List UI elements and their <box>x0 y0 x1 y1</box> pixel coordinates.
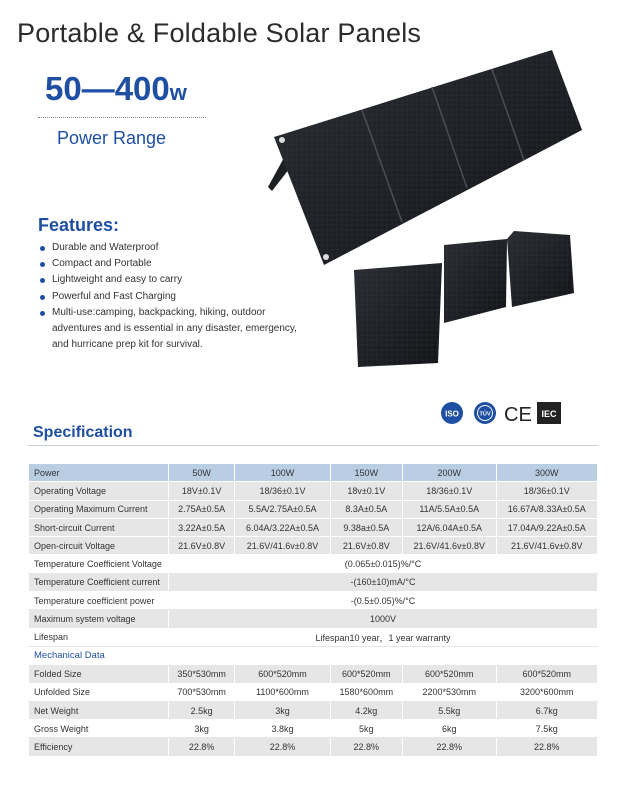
table-row <box>29 701 598 719</box>
feature-item: Powerful and Fast Charging <box>40 289 310 305</box>
table-row <box>29 610 598 628</box>
divider-dotted <box>38 117 206 118</box>
feature-item: Durable and Waterproof <box>40 240 310 256</box>
table-cell: 5.5kg <box>402 701 496 719</box>
row-label: Maximum system voltage <box>29 610 169 628</box>
power-number: 50—400 <box>45 70 170 107</box>
table-row <box>29 573 598 591</box>
table-cell: 350*530mm <box>169 665 235 683</box>
table-cell: 1580*600mm <box>330 683 402 701</box>
specification-title: Specification <box>33 424 133 441</box>
table-cell: 22.8% <box>330 738 402 756</box>
header-cell: 300W <box>496 464 597 482</box>
table-cell: 1100*600mm <box>235 683 330 701</box>
table-cell: 18/36±0.1V <box>235 482 330 500</box>
table-cell: 3200*600mm <box>496 683 597 701</box>
table-cell: 2200*530mm <box>402 683 496 701</box>
table-cell: 18V±0.1V <box>169 482 235 500</box>
table-cell: 9.38a±0.5A <box>330 518 402 536</box>
feature-item: Lightweight and easy to carry <box>40 272 310 288</box>
header-cell: 100W <box>235 464 330 482</box>
iec-icon <box>537 402 561 424</box>
table-cell: 1000V <box>169 610 598 628</box>
table-row <box>29 555 598 573</box>
table-cell: 16.67A/8.33A±0.5A <box>496 500 597 518</box>
table-cell: 18/36±0.1V <box>402 482 496 500</box>
table-cell: 21.6V/41.6v±0.8V <box>235 537 330 555</box>
mechanical-data-title: Mechanical Data <box>29 646 598 664</box>
mechanical-data-heading-row <box>29 646 598 664</box>
table-row <box>29 500 598 518</box>
table-cell: 17.04A/9.22A±0.5A <box>496 518 597 536</box>
table-cell: 11A/5.5A±0.5A <box>402 500 496 518</box>
power-range-label: Power Range <box>57 128 167 148</box>
iso-icon <box>441 402 463 424</box>
table-cell: 5kg <box>330 720 402 738</box>
table-cell: 21.6V±0.8V <box>330 537 402 555</box>
table-cell: 600*520mm <box>402 665 496 683</box>
table-cell: 22.8% <box>402 738 496 756</box>
table-cell: (0.065±0.015)%/°C <box>169 555 598 573</box>
iec-text: IEC <box>541 409 557 419</box>
power-value <box>45 70 187 108</box>
table-cell: -(0.5±0.05)%/°C <box>169 592 598 610</box>
iso-text: ISO <box>445 409 459 419</box>
row-label: Open-circuit Voltage <box>29 537 169 555</box>
table-cell: 700*530mm <box>169 683 235 701</box>
table-cell: 21.6V/41.6v±0.8V <box>496 537 597 555</box>
table-cell: -(160±10)mA/°C <box>169 573 598 591</box>
table-cell: 600*520mm <box>496 665 597 683</box>
table-cell: 2.5kg <box>169 701 235 719</box>
specification-divider <box>28 445 598 446</box>
solar-panel-image <box>262 45 602 375</box>
table-row <box>29 518 598 536</box>
table-cell: 3kg <box>235 701 330 719</box>
row-label: Temperature Coefficient Voltage <box>29 555 169 573</box>
table-cell: 600*520mm <box>330 665 402 683</box>
row-label: Gross Weight <box>29 720 169 738</box>
table-row <box>29 537 598 555</box>
row-label: Lifespan <box>29 628 169 646</box>
table-row <box>29 720 598 738</box>
table-row <box>29 683 598 701</box>
table-row <box>29 592 598 610</box>
page-title: Portable & Foldable Solar Panels <box>17 18 422 48</box>
table-cell: 8.3A±0.5A <box>330 500 402 518</box>
table-cell: 22.8% <box>496 738 597 756</box>
table-cell: 6.04A/3.22A±0.5A <box>235 518 330 536</box>
header-cell: 200W <box>402 464 496 482</box>
table-row <box>29 738 598 756</box>
header-cell: 150W <box>330 464 402 482</box>
table-cell: 6.7kg <box>496 701 597 719</box>
row-label: Efficiency <box>29 738 169 756</box>
ce-icon: CE <box>504 404 532 425</box>
feature-item: Multi-use:camping, backpacking, hiking, outdoor adventures and is essential in any disaster, emergency, and hurricane prep kit for survival. <box>40 305 310 354</box>
table-cell: 2.75A±0.5A <box>169 500 235 518</box>
table-cell: 7.5kg <box>496 720 597 738</box>
table-cell: 3.8kg <box>235 720 330 738</box>
header-cell: Power <box>29 464 169 482</box>
table-cell: 3.22A±0.5A <box>169 518 235 536</box>
table-cell: 12A/6.04A±0.5A <box>402 518 496 536</box>
row-label: Temperature Coefficient current <box>29 573 169 591</box>
table-cell: 21.6V/41.6v±0.8V <box>402 537 496 555</box>
certification-logos <box>440 401 582 425</box>
table-cell: 22.8% <box>235 738 330 756</box>
table-cell: 600*520mm <box>235 665 330 683</box>
table-cell: 22.8% <box>169 738 235 756</box>
specification-table <box>28 463 598 757</box>
table-cell: 4.2kg <box>330 701 402 719</box>
row-label: Folded Size <box>29 665 169 683</box>
row-label: Net Weight <box>29 701 169 719</box>
table-cell: 18/36±0.1V <box>496 482 597 500</box>
power-unit: w <box>169 80 187 105</box>
row-label: Short-circuit Current <box>29 518 169 536</box>
row-label: Unfolded Size <box>29 683 169 701</box>
tuv-icon <box>474 402 496 424</box>
row-label: Operating Maximum Current <box>29 500 169 518</box>
row-label: Operating Voltage <box>29 482 169 500</box>
table-row <box>29 628 598 646</box>
table-cell: 3kg <box>169 720 235 738</box>
table-row <box>29 665 598 683</box>
features-title: Features: <box>38 215 120 235</box>
table-cell: 18v±0.1V <box>330 482 402 500</box>
table-cell: 21.6V±0.8V <box>169 537 235 555</box>
table-row <box>29 482 598 500</box>
table-cell: 5.5A/2.75A±0.5A <box>235 500 330 518</box>
table-cell: Lifespan10 year，1 year warranty <box>169 628 598 646</box>
feature-item: Compact and Portable <box>40 256 310 272</box>
header-cell: 50W <box>169 464 235 482</box>
row-label: Temperature coefficient power <box>29 592 169 610</box>
table-cell: 6kg <box>402 720 496 738</box>
table-header-row <box>29 464 598 482</box>
tuv-text: TÜV <box>479 411 491 418</box>
